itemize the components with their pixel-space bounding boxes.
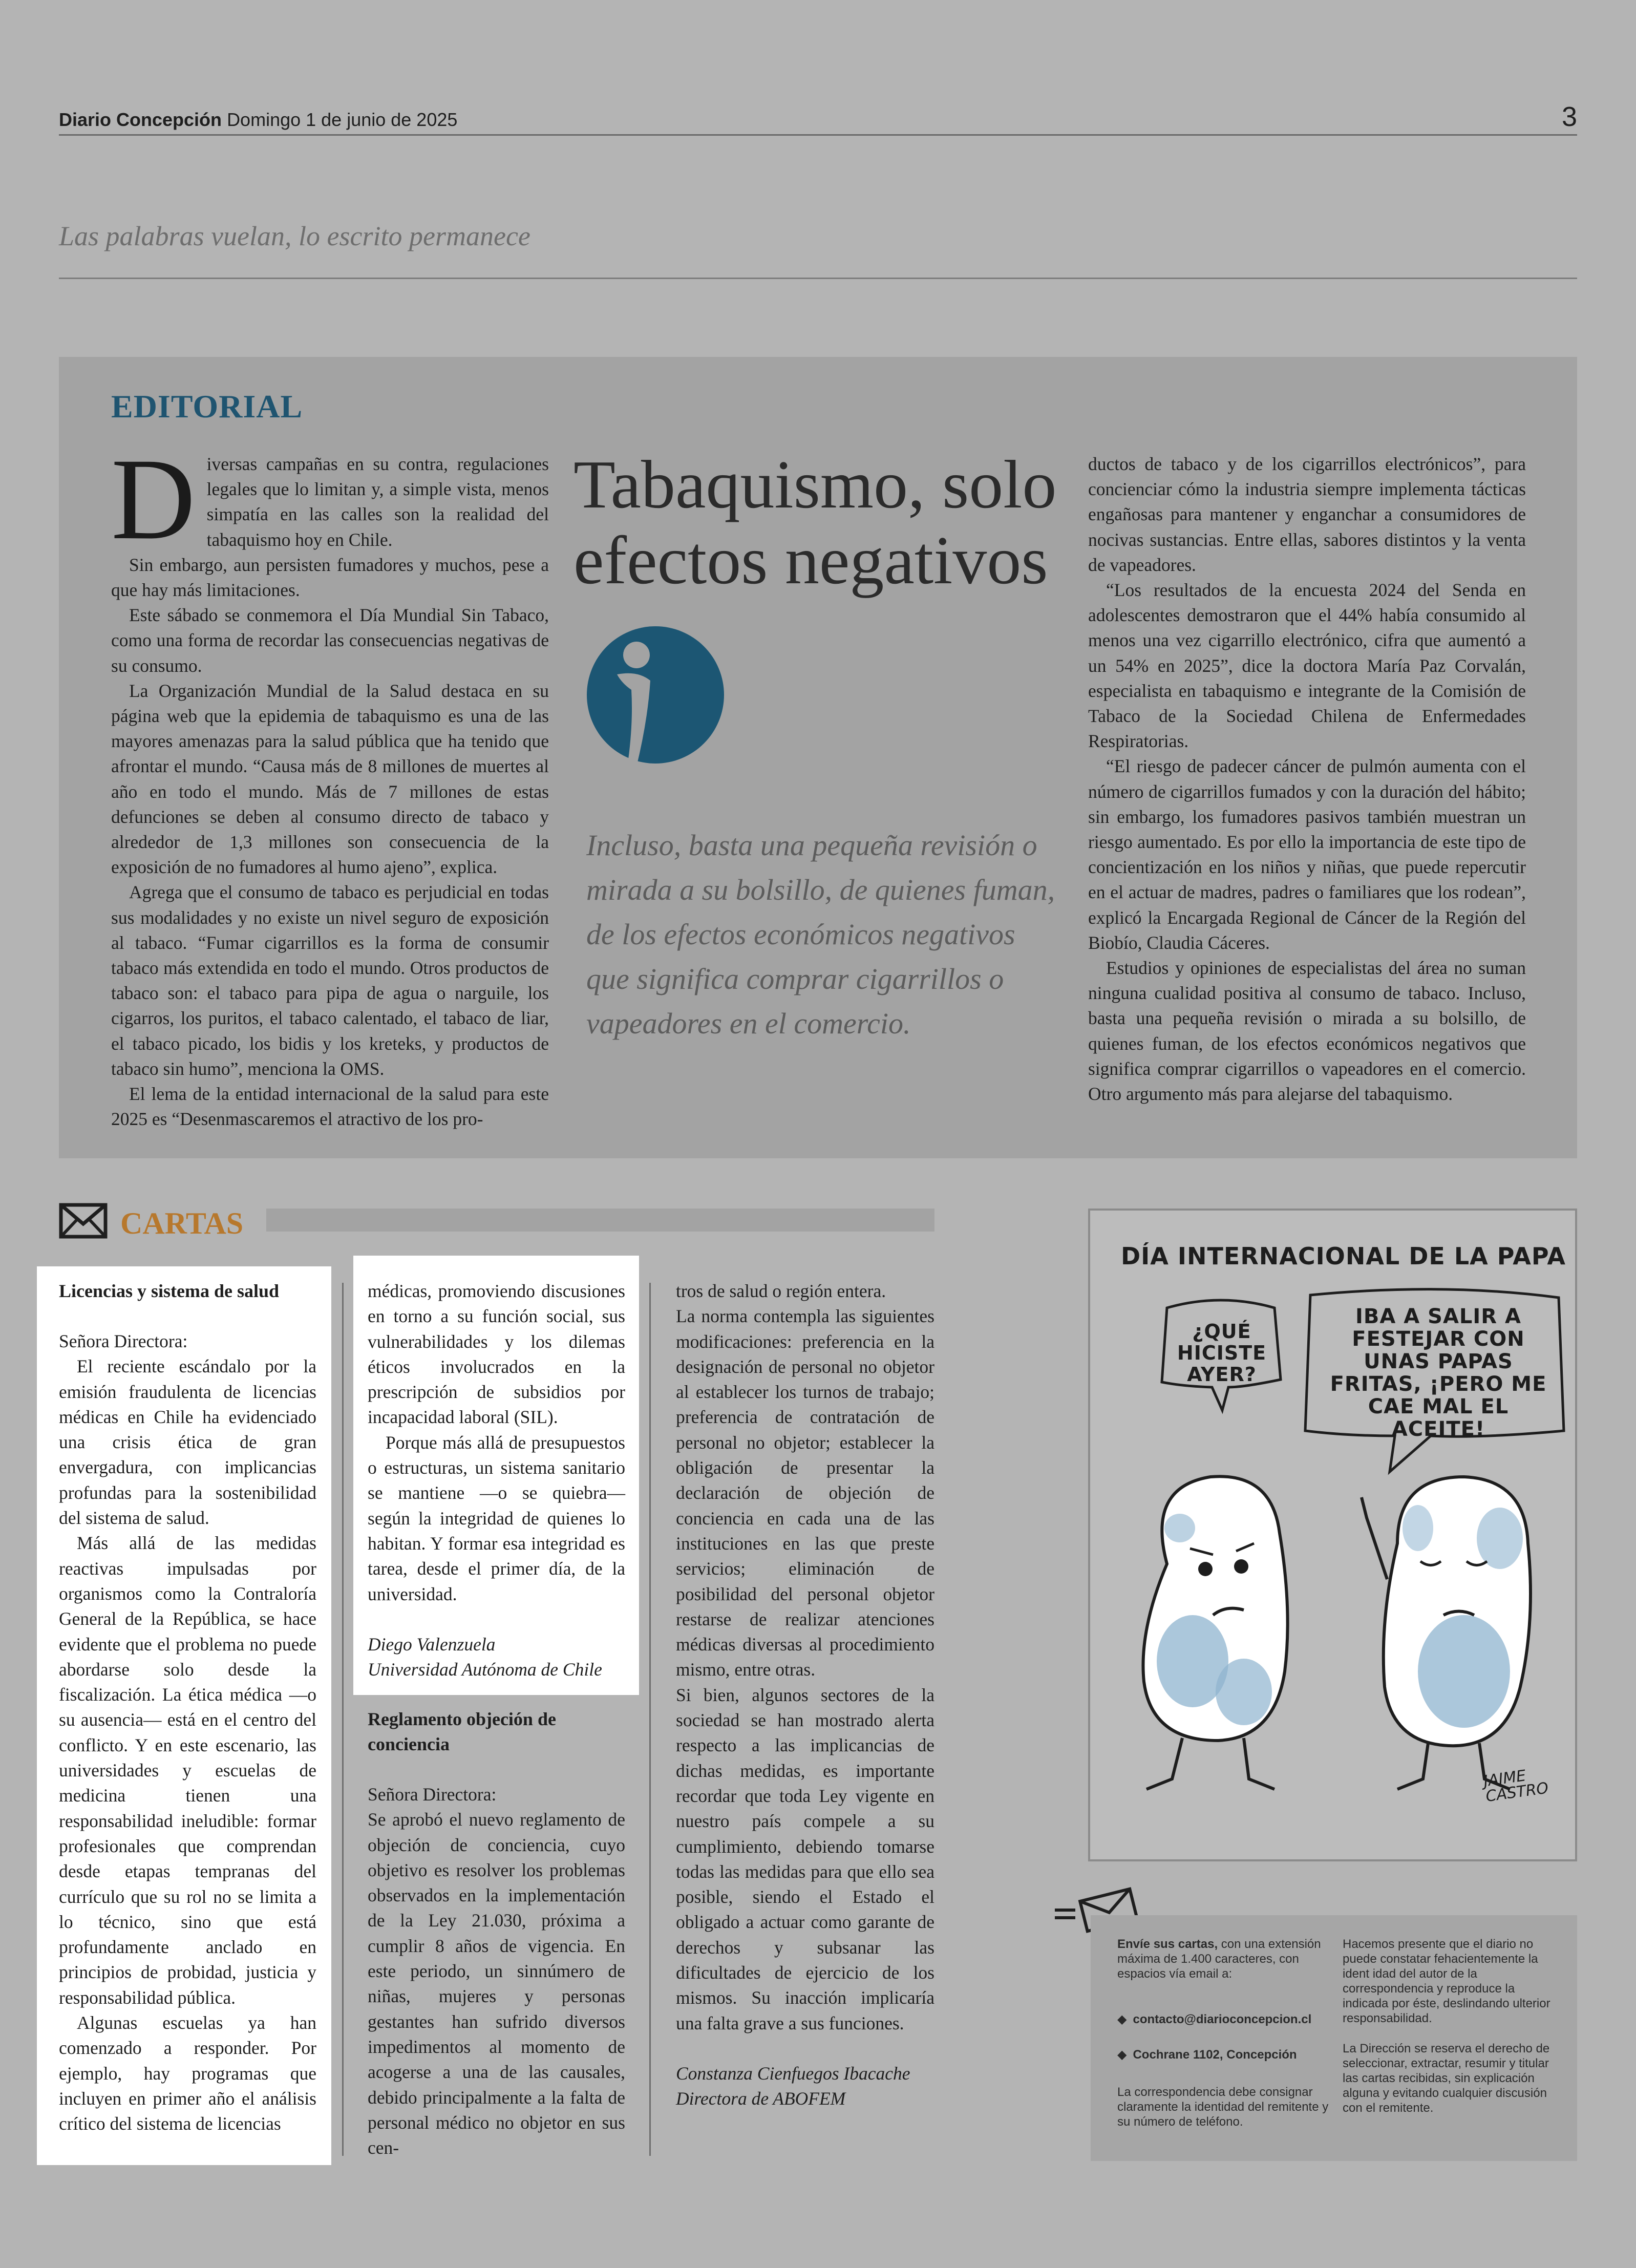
letter-paragraph: Algunas escuelas ya han comenzado a responder. Por ejemplo, hay programas que incluyen en primer año el análisis crítico del sistema de licencias: [59, 2012, 316, 2134]
letter-paragraph: La norma contempla las siguientes modificaciones: preferencia en la designación de personal no objetor al establecer los turnos de trabajo; preferencia de contratación de personal no objetor; establecer la obligación de presentar la declaración de objeción de conciencia en cada una de las instituciones en las que preste servicios; eliminación de posibilidad del personal objetor restarse de realizar atenciones médicas diversas al procedimiento mismo, entre otras.: [676, 1306, 934, 1680]
paper-name: Diario Concepción: [59, 109, 222, 130]
editorial-paragraph: Este sábado se conmemora el Día Mundial Sin Tabaco, como una forma de recordar las consecuencias negativas de su consumo.: [111, 605, 549, 676]
cartas-header: [59, 1201, 934, 1242]
info-icon: [586, 623, 725, 767]
potato-spot: [1477, 1508, 1523, 1569]
letter-author: Diego Valenzuela: [368, 1634, 496, 1655]
page-number: 3: [1561, 101, 1577, 132]
letter-paragraph: Si bien, algunos sectores de la sociedad se han mostrado alerta respecto a las implicancias de dichas medidas, es importante recordar que toda Ley vigente en nuestro país compele a su cumplimiento, debiendo tomarse todas las medidas para que ello sea posible, siendo el Estado el obligado a actuar como garante de derechos y subsanar las dificultades de ejercicio de los mismos. Su inacción implicaría una falta grave a sus funciones.: [676, 1684, 934, 2033]
contact-disclaimer: [1343, 1937, 1558, 2115]
disclaimer-paragraph: La Dirección se reserva el derecho de seleccionar, extractar, resumir y titular las cartas recibidas, sin explicación alguna y evitando cualquier discusión con el remitente.: [1343, 2042, 1550, 2115]
letter1-column-a: [59, 1279, 316, 2137]
letter1-column-b: [368, 1279, 625, 1682]
letter-affiliation: Universidad Autónoma de Chile: [368, 1659, 602, 1680]
editorial-paragraph: “El riesgo de padecer cáncer de pulmón aumenta con el número de cigarrillos fumados y con la duración del hábito; sin embargo, los fumadores pasivos también muestran un riesgo aumentado. Es por ello la importancia de este tipo de concientización en los niños y niñas, que puede repercutir en el actuar de madres, padres o familiares que los rodean”, explicó la Encargada Regional de Cáncer de la Región del Biobío, Claudia Cáceres.: [1088, 756, 1526, 953]
cartoon: [1088, 1209, 1577, 1861]
editorial-column-3: [1088, 452, 1526, 1107]
editorial-paragraph: ductos de tabaco y de los cigarrillos electrónicos”, para concienciar cómo la industria siempre implementa tácticas engañosas para mantener y enganchar a consumidores de nocivas sustancias. Entre ellas, sabores distintos y la venta de vapeadores.: [1088, 454, 1526, 575]
potato-spot: [1418, 1615, 1510, 1728]
section-tagline: [59, 220, 1577, 279]
editorial-paragraph: Estudios y opiniones de especialistas del área no suman ninguna cualidad positiva al consumo de tabaco. Incluso, basta una pequeña revisión o mirada a su bolsillo, de quienes fuman, de los efectos económicos negativos que significa comprar cigarrillos o vapeadores en el comercio. Otro argumento más para alejarse del tabaquismo.: [1088, 958, 1526, 1105]
contact-info-box: [1091, 1915, 1577, 2161]
potato-spot: [1403, 1505, 1433, 1551]
letter-paragraph: tros de salud o región entera.: [676, 1281, 886, 1301]
editorial-headline: Tabaquismo, solo efectos negativos: [573, 447, 1057, 598]
letter-paragraph: Porque más allá de presupuestos o estructuras, un sistema sanitario se mantiene —o se quiebra— según la integridad de quienes lo habitan. Y formar esa integridad es tarea, desde el primer día, de la universidad.: [368, 1432, 625, 1604]
contact-instructions: [1117, 1937, 1332, 2129]
issue-date: Domingo 1 de junio de 2025: [227, 109, 458, 130]
contact-intro: Envíe sus cartas, con una extensión máxima de 1.400 caracteres, con espacios vía email a:: [1117, 1937, 1321, 1981]
letter-paragraph: El reciente escándalo por la emisión fraudulenta de licencias médicas en Chile ha evidenciado una crisis ética de gran envergadura, con implicancias profundas para la sostenibilidad del sistema de salud.: [59, 1356, 316, 1529]
letter-title: Reglamento objeción de conciencia: [368, 1709, 556, 1754]
letter2-column-a: [368, 1707, 625, 2160]
envelope-icon: [59, 1202, 108, 1239]
speech-bubble-right: IBA A SALIR A FESTEJAR CON UNAS PAPAS FRITAS, ¡PERO ME CAE MAL EL ACEITE!: [1330, 1305, 1547, 1441]
editorial-column-1: [111, 435, 549, 1132]
masthead-line: [59, 109, 457, 131]
cartas-divider-bar: [266, 1209, 934, 1232]
editorial-paragraph: Diversas campañas en su contra, regulaciones legales que lo limitan y, a simple vista, menos simpatía en las calles son la realidad del tabaquismo hoy en Chile.: [111, 435, 549, 564]
potato-spot: [1216, 1659, 1272, 1725]
letter-paragraph: médicas, promoviendo discusiones en torno a su función social, sus vulnerabilidades y los dilemas éticos involucrados en la prescripción de subsidios por incapacidad laboral (SIL).: [368, 1281, 625, 1428]
editorial-label: EDITORIAL: [111, 388, 303, 425]
editorial-paragraph: El lema de la entidad internacional de la salud para este 2025 es “Desenmascaremos el atractivo de los pro-: [111, 1084, 549, 1130]
column-rule: [342, 1283, 344, 2156]
editorial-section: [59, 357, 1577, 1158]
disclaimer-paragraph: Hacemos presente que el diario no puede constatar fehacientemente la ident idad del autor de la correspondencia y reproduce la indicada por éste, deslindando ulterior responsabilidad.: [1343, 1937, 1550, 2025]
editorial-paragraph: Sin embargo, aun persisten fumadores y muchos, pese a que hay más limitaciones.: [111, 554, 549, 601]
diamond-bullet-icon: ◆: [1117, 2012, 1127, 2026]
speech-bubble-left: ¿QUÉ HICISTE AYER?: [1177, 1320, 1267, 1386]
letter-author: Constanza Cienfuegos Ibacache: [676, 2063, 910, 2084]
editorial-paragraph: Agrega que el consumo de tabaco es perjudicial en todas sus modalidades y no existe un nivel seguro de exposición al tabaco. “Fumar cigarrillos es la forma de consumir tabaco más extendida en todo el mundo. Otros productos de tabaco son: el tabaco para pipa de agua o narguile, los cigarros, los puritos, el tabaco calentado, el tabaco de liar, el tabaco picado, los bidis y los kreteks, y productos de tabaco sin humo”, menciona la OMS.: [111, 882, 549, 1079]
letter-salutation: Señora Directora:: [368, 1784, 497, 1805]
editorial-paragraph: La Organización Mundial de la Salud destaca en su página web que la epidemia de tabaquismo es una de las mayores amenazas para la salud pública que ha tenido que afrontar el mundo. “Causa más de 8 millones de muertes al año en todo el mundo. Más de 7 millones de estas defunciones se deben al consumo directo de tabaco y alrededor de 1,3 millones son consecuencia de la exposición de no fumadores al humo ajeno”, explica.: [111, 680, 549, 878]
column-rule: [649, 1283, 651, 2156]
cartoon-title: DÍA INTERNACIONAL DE LA PAPA: [1121, 1242, 1566, 1270]
cartoonist-signature: JAIME CASTRO: [1482, 1767, 1550, 1806]
masthead: [59, 101, 1577, 136]
letter-affiliation: Directora de ABOFEM: [676, 2088, 846, 2109]
diamond-bullet-icon: ◆: [1117, 2048, 1127, 2062]
contact-note: La correspondencia debe consignar claramente la identidad del remitente y su número de teléfono.: [1117, 2085, 1329, 2129]
pull-quote: Incluso, basta una pequeña revisión o mirada a su bolsillo, de quienes fuman, de los efectos económicos negativos que significa comprar cigarrillos o vapeadores en el comercio.: [586, 829, 1055, 1040]
letter-salutation: Señora Directora:: [59, 1331, 188, 1351]
contact-address: ◆ Cochrane 1102, Concepción: [1117, 2048, 1297, 2062]
letter2-column-b: [676, 1279, 934, 2112]
contact-email[interactable]: ◆ contacto@diarioconcepcion.cl: [1117, 2012, 1312, 2026]
letter-title: Licencias y sistema de salud: [59, 1281, 280, 1301]
tagline-text: Las palabras vuelan, lo escrito permanece: [59, 221, 530, 251]
dropcap: D: [111, 435, 196, 564]
letter-paragraph: Más allá de las medidas reactivas impulsadas por organismos como la Contraloría General de la República, se hace evidente que el problema no puede abordarse solo desde la fiscalización. La ética médica —o su ausencia— está en el centro del conflicto. Y en este escenario, las universidades y escuelas de medicina tienen una responsabilidad ineludible: formar profesionales que comprendan desde etapas tempranas del currículo que su rol no se limita a lo técnico, sino que está profundamente anclado en principios de probidad, justicia y responsabilidad pública.: [59, 1533, 316, 2008]
editorial-paragraph: “Los resultados de la encuesta 2024 del Senda en adolescentes demostraron que el 44% había consumido al menos una vez cigarrillo electrónico, cifra que aumentó a un 54% en 2025”, dice la doctora María Paz Corvalán, especialista en tabaquismo e integrante de la Comisión de Tabaco de la Sociedad Chilena de Enfermedades Respiratorias.: [1088, 580, 1526, 752]
letter-paragraph: Se aprobó el nuevo reglamento de objeción de conciencia, cuyo objetivo es resolver los problemas observados en la implementación de la Ley 21.030, próxima a cumplir 8 años de vigencia. En este periodo, un sinnúmero de niñas, mujeres y personas gestantes han sufrido diversos impedimentos al momento de acogerse a una de las causales, debido principalmente a la falta de personal médico no objetor en sus cen-: [368, 1809, 625, 2158]
potato-spot: [1164, 1514, 1195, 1542]
cartas-label: CARTAS: [120, 1206, 244, 1240]
